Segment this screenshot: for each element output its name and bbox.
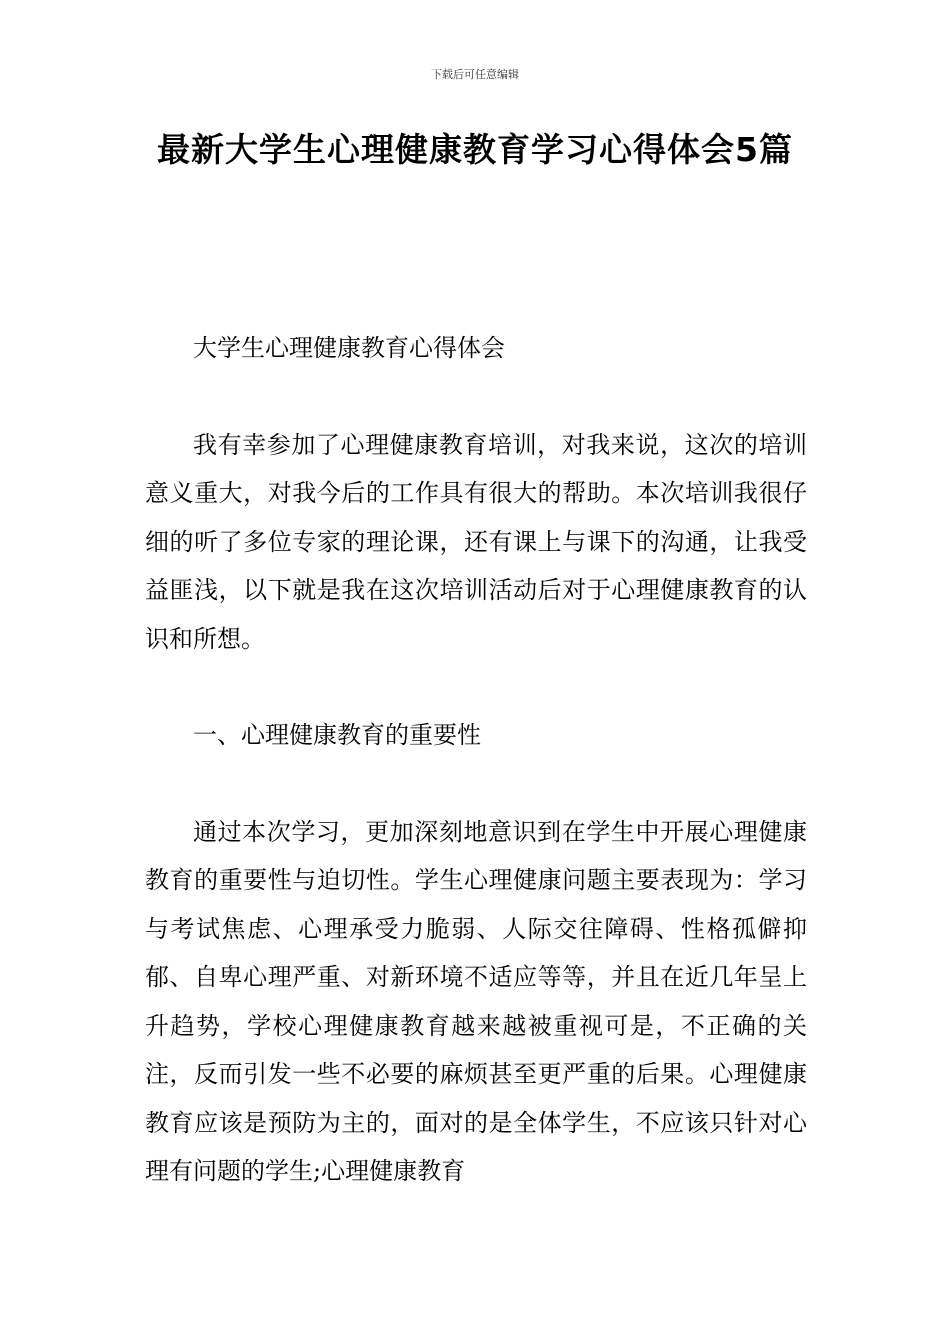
page-header-note: 下载后可任意编辑 (431, 68, 519, 81)
document-subtitle: 大学生心理健康教育心得体会 (193, 334, 505, 362)
paragraph-intro: 我有幸参加了心理健康教育培训，对我来说，这次的培训意义重大，对我今后的工作具有很大的帮助。本次培训我很仔细的听了多位专家的理论课，还有课上与课下的沟通，让我受益匪浅，以下就是我在这次培训活动后对于心理健康教育的认识和所想。 (145, 430, 807, 653)
document-body (145, 324, 807, 1244)
paragraph-importance: 通过本次学习，更加深刻地意识到在学生中开展心理健康教育的重要性与迫切性。学生心理健康问题主要表现为：学习与考试焦虑、心理承受力脆弱、人际交往障碍、性格孤僻抑郁、自卑心理严重、对新环境不适应等等，并且在近几年呈上升趋势，学校心理健康教育越来越被重视可是，不正确的关注，反而引发一些不必要的麻烦甚至更严重的后果。心理健康教育应该是预防为主的，面对的是全体学生，不应该只针对心理有问题的学生;心理健康教育 (145, 817, 807, 1185)
section-heading-importance: 一、心理健康教育的重要性 (193, 721, 481, 749)
document-title: 最新大学生心理健康教育学习心得体会5篇 (157, 130, 793, 169)
